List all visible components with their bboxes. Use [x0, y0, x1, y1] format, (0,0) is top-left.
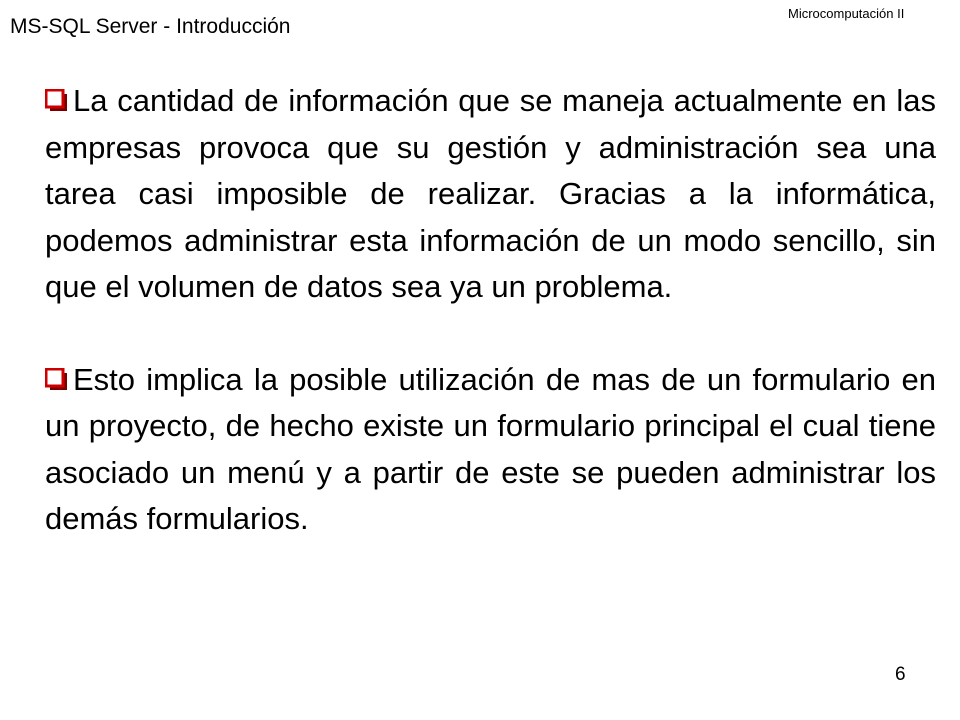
slide-number: 6 [895, 664, 906, 685]
bullet-item-2 [45, 357, 936, 543]
checkbox-icon [45, 368, 68, 391]
bullet-text: Esto implica la posible utilización de mas de un formulario en un proyecto, de hecho existe un formulario principal el cual tiene asociado un menú y a partir de este se pueden administrar los demás formularios. [45, 361, 936, 536]
slide-header-title: MS-SQL Server - Introducción [10, 15, 291, 38]
slide-content [45, 78, 936, 543]
bullet-item-1 [45, 78, 936, 311]
course-name: Microcomputación II [788, 6, 905, 21]
bullet-text: La cantidad de información que se maneja actualmente en las empresas provoca que su gestión y administración sea una tarea casi imposible de realizar. Gracias a la informática, podemos administrar esta información de un modo sencillo, sin que el volumen de datos sea ya un problema. [45, 83, 936, 304]
checkbox-icon [45, 89, 68, 112]
